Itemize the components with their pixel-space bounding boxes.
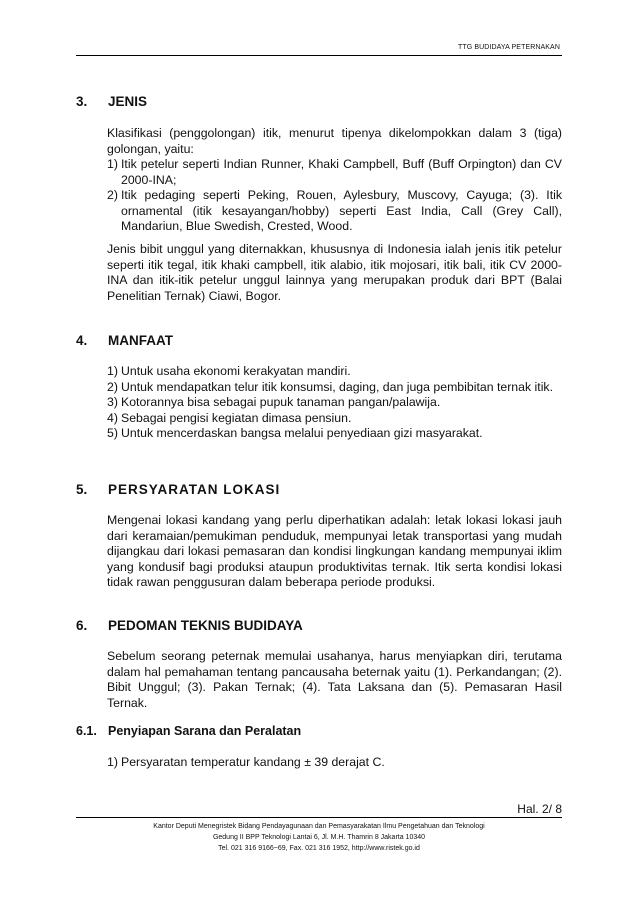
section-4-title: MANFAAT <box>108 333 173 348</box>
section-3-title: JENIS <box>108 94 148 109</box>
section-4-number: 4. <box>76 333 88 348</box>
list-item <box>107 188 562 235</box>
section-3-intro: Klasifikasi (penggolongan) itik, menurut tipenya dikelompokkan dalam 3 (tiga) golongan, yaitu: <box>107 126 562 156</box>
list-item <box>107 426 562 442</box>
list-item-index: 1) <box>107 755 118 769</box>
section-4-benefit-list <box>107 364 562 442</box>
list-item-index: 4) <box>107 410 118 425</box>
list-item-index: 3) <box>107 395 118 409</box>
footer-line-2: Gedung II BPP Teknologi Lantai 6, Jl. M.H. Thamrin 8 Jakarta 10340 <box>212 834 426 841</box>
footer-divider <box>76 817 562 818</box>
footer-line-3: Tel. 021 316 9166~69, Fax. 021 316 1952, http://www.ristek.go.id <box>218 845 420 852</box>
section-3-type-list <box>107 157 562 235</box>
section-6-paragraph: Sebelum seorang peternak memulai usahanya, harus menyiapkan diri, terutama dalam hal pemahaman tentang pancausaha beternak yaitu (1). Perkandangan; (2). Bibit Unggul; (3). Pakan Ternak; (4). Tata Laksana dan (5). Pemasaran Hasil Ternak. <box>107 649 562 710</box>
running-header: TTG BUDIDAYA PETERNAKAN <box>457 44 560 51</box>
section-3-paragraph: Jenis bibit unggul yang diternakkan, khususnya di Indonesia ialah jenis itik petelur seperti itik tegal, itik khaki campbell, itik alabio, itik mojosari, itik bali, itik CV 2000-INA dan itik-itik petelur unggul lainnya yang merupakan produk dari BPT (Balai Penelitian Ternak) Ciawi, Bogor. <box>107 242 562 303</box>
footer <box>76 821 562 854</box>
list-item <box>107 157 562 188</box>
list-item-text: Itik pedaging seperti Peking, Rouen, Aylesbury, Muscovy, Cayuga; (3). Itik ornamental (itik kesayangan/hobby) seperti East India, Call (Grey Call), Mandariun, Blue Swedish, Crested, Wood. <box>121 188 562 233</box>
list-item <box>107 395 562 411</box>
section-6-number: 6. <box>76 618 88 633</box>
list-item <box>107 380 562 396</box>
section-3-number: 3. <box>76 94 88 109</box>
list-item-text: Untuk usaha ekonomi kerakyatan mandiri. <box>121 364 351 378</box>
list-item-index: 2) <box>107 379 118 394</box>
list-item-index: 1) <box>107 364 118 378</box>
list-item-index: 5) <box>107 426 118 440</box>
subsection-6-1-list <box>107 755 562 771</box>
section-5-number: 5. <box>76 482 88 497</box>
page-number: Hal. 2/ 8 <box>517 802 562 816</box>
subsection-6-1-title: Penyiapan Sarana dan Peralatan <box>108 724 302 738</box>
list-item-text: Persyaratan temperatur kandang ± 39 derajat C. <box>121 755 385 769</box>
section-5-title: PERSYARATAN LOKASI <box>108 482 281 497</box>
list-item <box>107 755 562 771</box>
list-item-text: Kotorannya bisa sebagai pupuk tanaman pangan/palawija. <box>121 395 441 409</box>
footer-line-1: Kantor Deputi Menegristek Bidang Pendayagunaan dan Pemasyarakatan Ilmu Pengetahuan dan Teknologi <box>153 823 485 830</box>
list-item <box>107 364 562 380</box>
list-item-index: 2) <box>107 188 118 202</box>
header-divider <box>76 55 562 56</box>
list-item-text: Untuk mencerdaskan bangsa melalui penyediaan gizi masyarakat. <box>121 426 483 440</box>
list-item-index: 1) <box>107 157 118 171</box>
list-item <box>107 411 562 427</box>
list-item-text: Itik petelur seperti Indian Runner, Khaki Campbell, Buff (Buff Orpington) dan CV 2000-INA; <box>121 157 562 187</box>
list-item-text: Sebagai pengisi kegiatan dimasa pensiun. <box>121 410 352 425</box>
section-5-paragraph: Mengenai lokasi kandang yang perlu diperhatikan adalah: letak lokasi lokasi jauh dari keramaian/pemukiman penduduk, mempunyai letak transportasi yang mudah dijangkau dari lokasi pemasaran dan kondisi lingkungan kandang mempunyai iklim yang kondusif bagi produksi ataupun produktivitas ternak. Itik serta kondisi lokasi tidak rawan penggusuran dalam beberapa periode produksi. <box>107 513 562 589</box>
subsection-6-1-number: 6.1. <box>76 724 97 738</box>
list-item-text: Untuk mendapatkan telur itik konsumsi, daging, dan juga pembibitan ternak itik. <box>121 379 554 394</box>
section-6-title: PEDOMAN TEKNIS BUDIDAYA <box>108 618 303 633</box>
